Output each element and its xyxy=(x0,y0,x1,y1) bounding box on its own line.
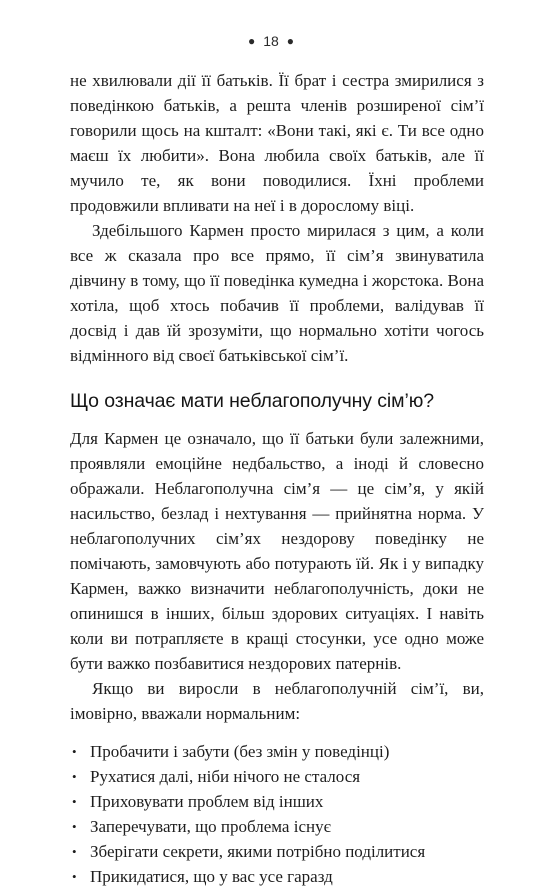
list-item-text: Пробачити і забути (без змін у поведінці) xyxy=(90,742,390,761)
paragraph-list-intro: Якщо ви виросли в неблагополучній сім’ї, ви, імовірно, вважали нормальним: xyxy=(70,679,484,723)
page-number xyxy=(0,33,542,49)
list-item-text: Заперечувати, що проблема існує xyxy=(90,817,331,836)
paragraph-continuation: не хвилювали дії її батьків. Її брат і сестра змирилися з поведінкою батьків, а решта членів розширеної сім’ї говорили щось на кшталт: «Вони такі, які є. Ти все одно маєш їх любити». Вона любила своїх батьків, але її мучило те, як вони поводилися. Їхні проблеми продовжили впливати на неї і в дорослому віці. xyxy=(70,71,484,215)
list-item xyxy=(70,789,484,814)
list-item-text: Приховувати проблем від інших xyxy=(90,792,324,811)
bullet-icon: • xyxy=(72,744,77,759)
paragraph-carmen-response: Здебільшого Кармен просто мирилася з цим, а коли все ж сказала про все прямо, її сім’я звинуватила дівчину в тому, що її поведінка кумедна і жорстока. Вона хотіла, щоб хтось побачив її проблеми, валідував її досвід і дав їй зрозуміти, що нормально хотіти чогось відмінного від своєї батьківської сім’ї. xyxy=(70,221,484,365)
page-number-dot-right: ● xyxy=(286,34,295,48)
paragraph-definition: Для Кармен це означало, що її батьки були залежними, проявляли емоційне недбальство, а іноді й словесно ображали. Неблагополучна сім’я — це сім’я, у якій насильство, безлад і нехтування — прийнятна норма. У неблагополучних сім’ях нездорову поведінку не помічають, замовчують або потурають їй. Як і у випадку Кармен, важко визначити неблагополучність, доки не опинишся в інших, більш здорових ситуаціях. І навіть коли ви потрапляєте в кращі стосунки, усе одно може бути важко позбавитися нездорових патернів. xyxy=(70,429,484,673)
list-item xyxy=(70,764,484,789)
bullet-icon: • xyxy=(72,769,77,784)
bullet-icon: • xyxy=(72,794,77,809)
bullet-icon: • xyxy=(72,844,77,859)
list-item xyxy=(70,864,484,889)
bullet-icon: • xyxy=(72,869,77,884)
page-number-dot-left: ● xyxy=(247,34,256,48)
page-body xyxy=(70,68,484,889)
page-number-value: 18 xyxy=(263,33,279,49)
bullet-icon: • xyxy=(72,819,77,834)
list-item-text: Прикидатися, що у вас усе гаразд xyxy=(90,867,333,886)
list-item-text: Зберігати секрети, якими потрібно поділитися xyxy=(90,842,426,861)
list-item xyxy=(70,814,484,839)
list-item xyxy=(70,839,484,864)
section-heading: Що означає мати неблагополучну сім’ю? xyxy=(70,390,434,412)
list-item-text: Рухатися далі, ніби нічого не сталося xyxy=(90,767,361,786)
list-item xyxy=(70,739,484,764)
behavior-list xyxy=(70,739,484,889)
